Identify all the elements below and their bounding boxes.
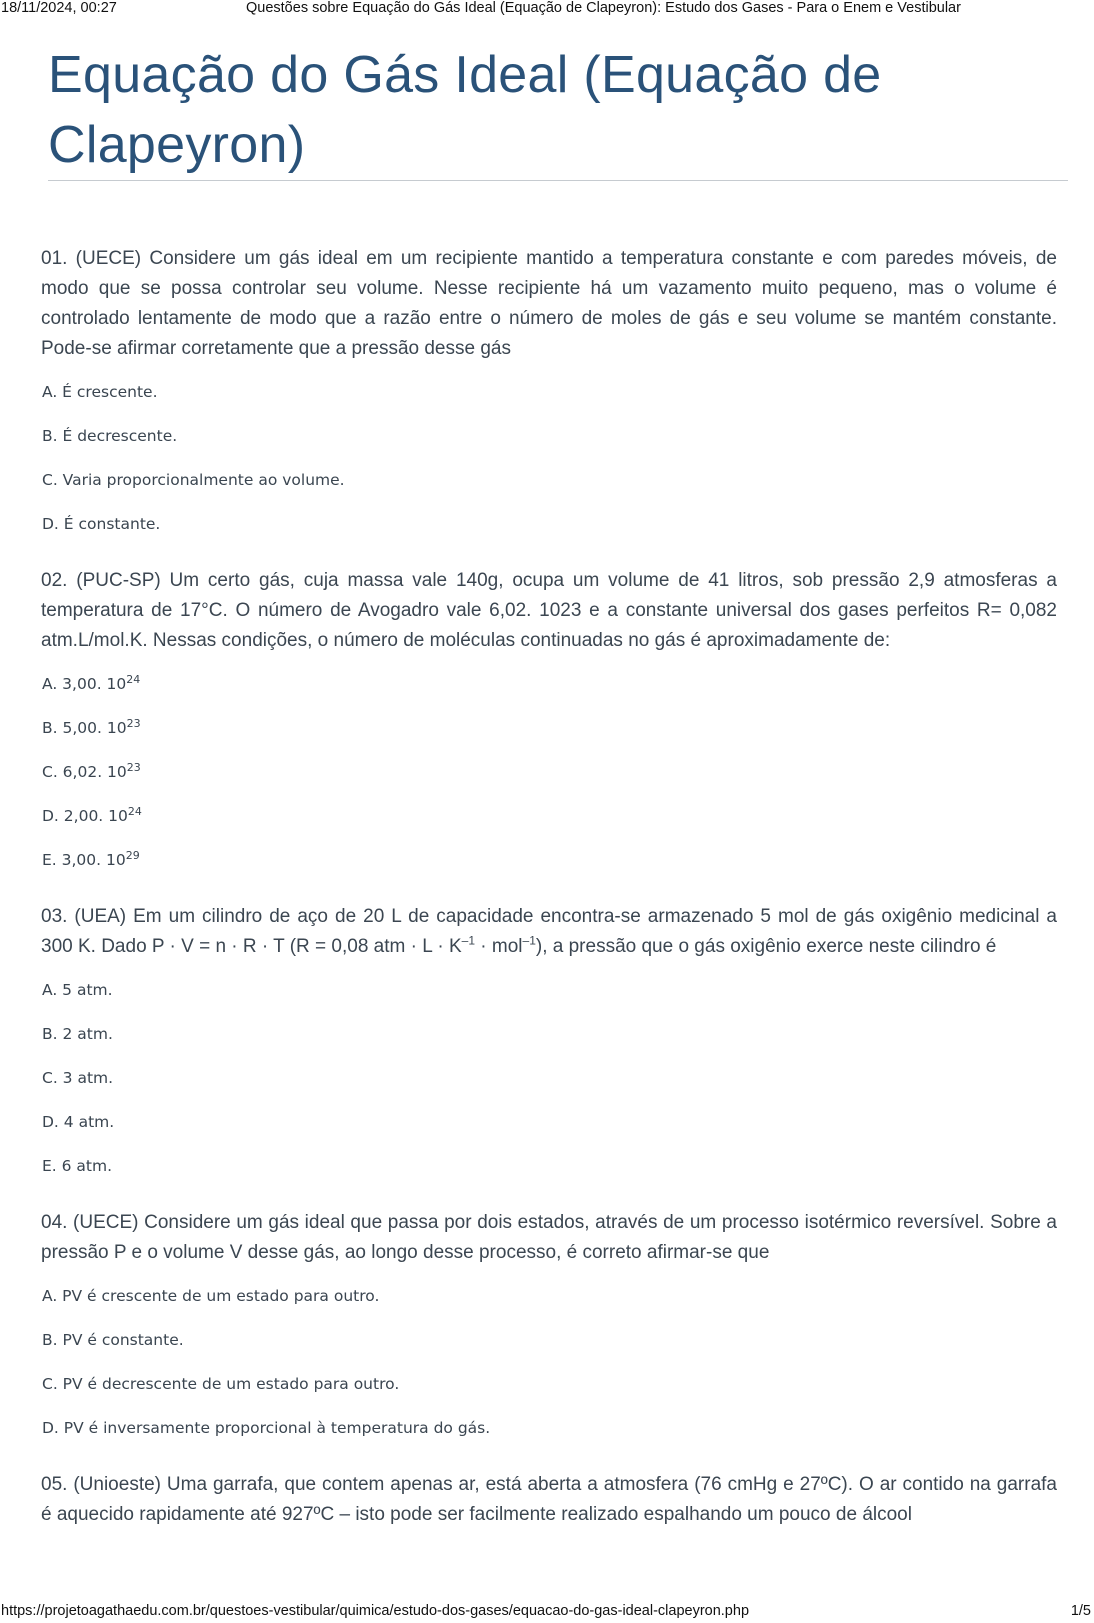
options-list	[41, 662, 1057, 882]
option-b[interactable]: B. PV é constante.	[42, 1331, 184, 1349]
option-c[interactable]: C. Varia proporcionalmente ao volume.	[42, 471, 345, 489]
option-b[interactable]: B. 5,00. $10^{23}$	[42, 716, 141, 737]
option-b[interactable]: B. 2 atm.	[42, 1025, 113, 1043]
print-url: https://projetoagathaedu.com.br/questoes-vestibular/quimica/estudo-dos-gases/equacao-do-gas-ideal-clapeyron.php	[1, 1603, 750, 1619]
question-text: 04. (UECE) Considere um gás ideal que passa por dois estados, através de um processo isotérmico reversível. Sobre a pressão P e o volume V desse gás, ao longo desse processo, é correto afirmar-se que	[41, 1212, 1057, 1263]
option-d[interactable]: D. PV é inversamente proporcional à temperatura do gás.	[42, 1419, 491, 1437]
option-c[interactable]: C. PV é decrescente de um estado para outro.	[42, 1375, 400, 1393]
option-c[interactable]: C. 3 atm.	[42, 1069, 114, 1087]
option-d[interactable]: D. 4 atm.	[42, 1113, 115, 1131]
title-divider	[48, 180, 1068, 181]
option-c[interactable]: C. 6,02. $10^{23}$	[42, 760, 141, 781]
option-d[interactable]: D. 2,00. $10^{24}$	[42, 804, 142, 825]
question-03	[41, 902, 1057, 1188]
exponent: 23	[126, 760, 141, 774]
question-text: 01. (UECE) Considere um gás ideal em um recipiente mantido a temperatura constante e com paredes móveis, de modo que se possa controlar seu volume. Nesse recipiente há um vazamento muito pequeno, mas o volume é controlado lentamente de modo que a razão entre o número de moles de gás e seu volume se mantém constante. Pode-se afirmar corretamente que a pressão desse gás	[41, 248, 1057, 359]
page-title: Equação do Gás Ideal (Equação de Clapeyron)	[48, 46, 882, 174]
question-text: 02. (PUC-SP) Um certo gás, cuja massa vale 140g, ocupa um volume de 41 litros, sob pressão 2,9 atmosferas a temperatura de 17°C. O número de Avogadro vale 6,02. 1023 e a constante universal dos gases perfeitos R= 0,082 atm.L/mol.K. Nessas condições, o número de moléculas continuadas no gás é aproximadamente de:	[41, 570, 1057, 651]
option-d[interactable]: D. É constante.	[42, 515, 161, 533]
question-text: 03. (UEA) Em um cilindro de aço de 20 L de capacidade encontra-se armazenado 5 mol de gás oxigênio medicinal a 300 K. Dado P · V = n · R · T (R = 0,08 atm · $L \cdot K^{-1} \cdot mol^{-1}$), a pressão que o gás oxigênio exerce neste cilindro é	[41, 906, 1057, 957]
option-e[interactable]: E. 6 atm.	[42, 1157, 113, 1175]
questions-list	[41, 244, 1057, 1550]
question-02	[41, 566, 1057, 882]
option-a[interactable]: A. 5 atm.	[42, 981, 113, 999]
option-b[interactable]: B. É decrescente.	[42, 427, 178, 445]
options-list	[41, 1274, 1057, 1450]
print-datetime: 18/11/2024, 00:27	[1, 0, 117, 16]
options-list	[41, 968, 1057, 1188]
print-page-title: Questões sobre Equação do Gás Ideal (Equação de Clapeyron): Estudo dos Gases - Para o Enem e Vestibular	[246, 0, 961, 16]
option-a[interactable]: A. É crescente.	[42, 383, 158, 401]
option-a[interactable]: A. PV é crescente de um estado para outro.	[42, 1287, 380, 1305]
question-05	[41, 1470, 1057, 1530]
exponent: –1	[522, 933, 536, 948]
option-e[interactable]: E. 3,00. $10^{29}$	[42, 848, 140, 869]
question-text: 05. (Unioeste) Uma garrafa, que contem apenas ar, está aberta a atmosfera (76 cmHg e 27ºC). O ar contido na garrafa é aquecido rapidamente até 927ºC – isto pode ser facilmente realizado espalhando um pouco de álcool	[41, 1474, 1057, 1525]
exponent: 23	[126, 716, 141, 730]
exponent: 24	[127, 804, 142, 818]
question-01	[41, 244, 1057, 546]
exponent: 24	[126, 672, 141, 686]
options-list	[41, 370, 1057, 546]
print-header	[0, 0, 1094, 20]
exponent: –1	[461, 933, 476, 948]
option-a[interactable]: A. 3,00. $10^{24}$	[42, 672, 141, 693]
question-04	[41, 1208, 1057, 1450]
print-footer	[0, 1603, 1094, 1623]
exponent: 29	[125, 848, 140, 862]
print-page-number: 1/5	[1070, 1603, 1091, 1619]
